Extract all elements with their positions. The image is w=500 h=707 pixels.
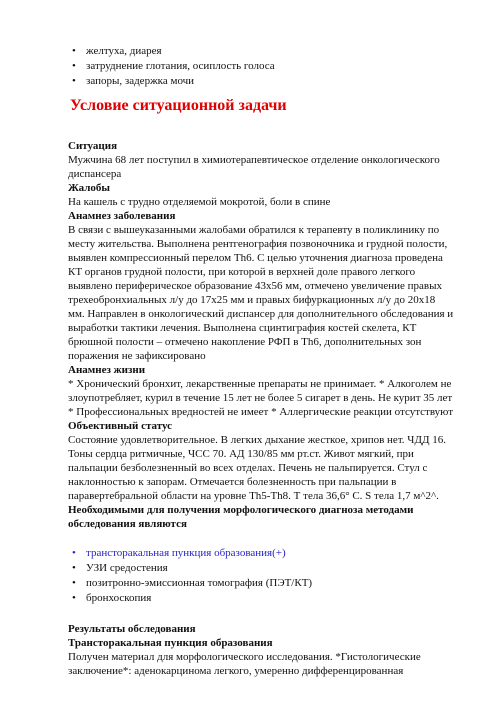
answer-option[interactable]: • УЗИ средостения: [68, 561, 454, 576]
life-history-heading: Анамнез жизни: [68, 364, 146, 376]
complaints-text: На кашель с трудно отделяемой мокротой, боли в спине: [68, 196, 331, 208]
list-item: • желтуха, диарея: [68, 44, 454, 59]
previous-answer-list: [68, 44, 454, 89]
life-history-text: * Хронический бронхит, лекарственные препараты не принимает. * Алкоголем не злоупотребляет, курил в течение 15 лет не более 5 сигарет в день. Не курит 35 лет * Профессиональных вредностей не имеет * Аллергические реакции отсутствуют: [68, 378, 454, 418]
answer-option[interactable]: • бронхоскопия: [68, 591, 454, 606]
anamnesis-heading: Анамнез заболевания: [68, 210, 176, 222]
answer-option-correct[interactable]: • трансторакальная пункция образования(+): [68, 546, 454, 561]
situation-heading: Ситуация: [68, 140, 118, 152]
results-heading: Результаты обследования: [68, 623, 196, 635]
list-item: • затруднение глотания, осиплость голоса: [68, 59, 454, 74]
answer-option[interactable]: • позитронно-эмиссионная томография (ПЭТ/КТ): [68, 576, 454, 591]
objective-status-heading: Объективный статус: [68, 420, 173, 432]
results-subheading: Трансторакальная пункция образования: [68, 637, 273, 649]
anamnesis-text: В связи с вышеуказанными жалобами обратился к терапевту в поликлинику по месту жительства. Выполнена рентгенография позвоночника и грудной полости, выявлен компрессионный перелом Th6. С целью уточнения диагноза проведена КТ органов грудной полости, при которой в верхней доле правого легкого выявлено периферическое образование 43х56 мм, отмечено увеличение правых трехеобронхиальных л/у до 17х25 мм и правых бифуркационных л/у до 20х18 мм. Направлен в онкологический диспансер для дополнительного обследования и выработки тактики лечения. Выполнена сцинтиграфия костей скелета, КТ брюшной полости – отмечено накопление РФП в Th6, дополнительных зон поражения не зафиксировано: [68, 224, 454, 362]
complaints-heading: Жалобы: [68, 182, 110, 194]
list-item: • запоры, задержка мочи: [68, 74, 454, 89]
results-text: Получен материал для морфологического исследования. *Гистологические заключение*: аденокарцинома легкого, умеренно дифференцированная: [68, 651, 421, 677]
section-title: Условие ситуационной задачи: [70, 97, 287, 114]
answer-list: [68, 546, 454, 606]
objective-status-text: Состояние удовлетворительное. В легких дыхание жесткое, хрипов нет. ЧДД 16. Тоны сердца ритмичные, ЧСС 70. АД 130/85 мм рт.ст. Живот мягкий, при пальпации безболезненный во всех отделах. Печень не пальпируется. Стул с наклонностью к запорам. Отмечается болезненность при пальпации в паравертебральной области на уровне Th5-Th8. Т тела 36,6° С. S тела 1,7 м^2^.: [68, 434, 446, 502]
question-text: Необходимыми для получения морфологического диагноза методами обследования являются: [68, 504, 414, 530]
situation-text: Мужчина 68 лет поступил в химиотерапевтическое отделение онкологического диспансера: [68, 154, 440, 180]
